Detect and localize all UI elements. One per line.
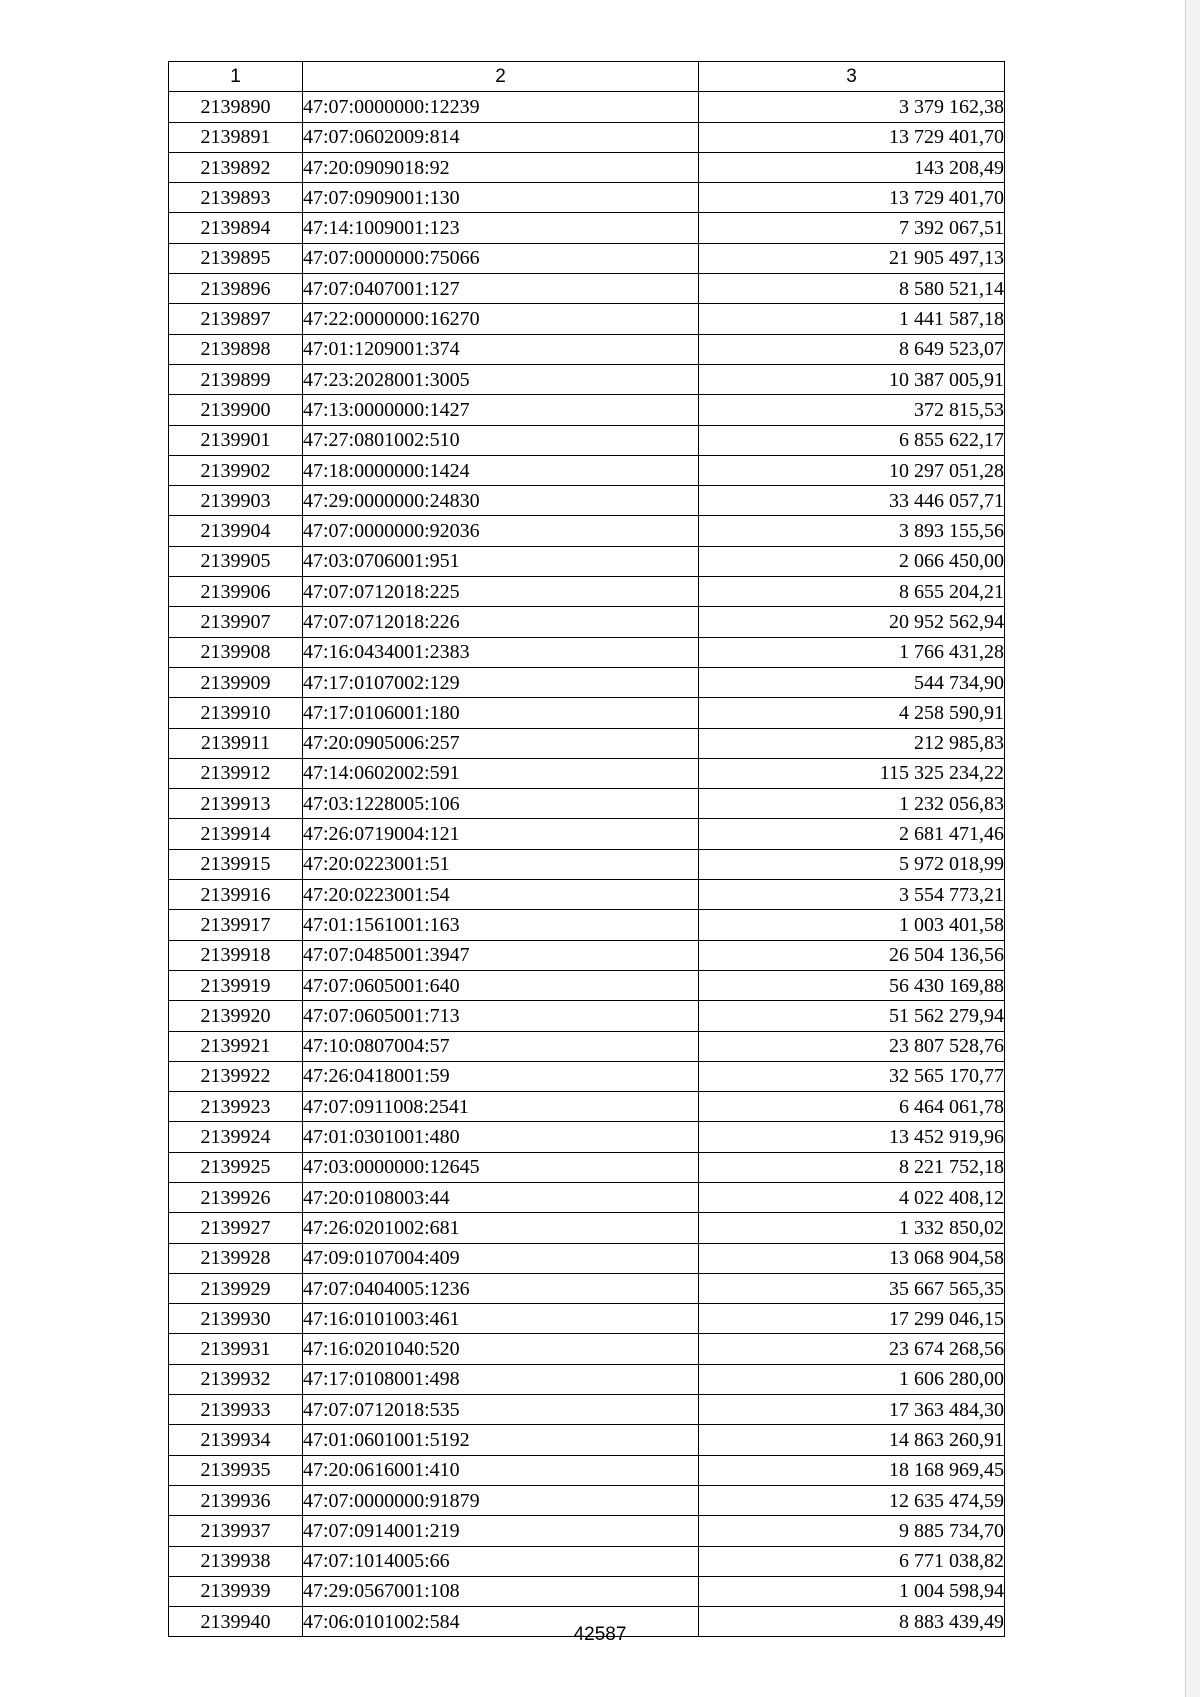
table-row — [169, 364, 1005, 394]
table-row — [169, 880, 1005, 910]
cadastral-number-cell: 47:17:0107002:129 — [303, 667, 699, 697]
cadastral-value-cell: 21 905 497,13 — [699, 243, 1005, 273]
row-number-cell: 2139905 — [169, 546, 303, 576]
cadastral-number-cell: 47:07:0404005:1236 — [303, 1273, 699, 1303]
row-number-cell: 2139908 — [169, 637, 303, 667]
cadastral-value-cell: 23 807 528,76 — [699, 1031, 1005, 1061]
cadastral-value-cell: 56 430 169,88 — [699, 970, 1005, 1000]
row-number-cell: 2139935 — [169, 1455, 303, 1485]
column-header-3: 3 — [699, 62, 1005, 92]
row-number-cell: 2139922 — [169, 1061, 303, 1091]
cadastral-value-cell: 6 771 038,82 — [699, 1546, 1005, 1576]
row-number-cell: 2139934 — [169, 1425, 303, 1455]
row-number-cell: 2139916 — [169, 880, 303, 910]
cadastral-value-cell: 9 885 734,70 — [699, 1516, 1005, 1546]
row-number-cell: 2139921 — [169, 1031, 303, 1061]
cadastral-value-cell: 20 952 562,94 — [699, 607, 1005, 637]
cadastral-number-cell: 47:07:0000000:12239 — [303, 92, 699, 122]
cadastral-number-cell: 47:07:0602009:814 — [303, 122, 699, 152]
cadastral-number-cell: 47:26:0201002:681 — [303, 1213, 699, 1243]
table-row — [169, 1455, 1005, 1485]
row-number-cell: 2139931 — [169, 1334, 303, 1364]
cadastral-number-cell: 47:23:2028001:3005 — [303, 364, 699, 394]
table-row — [169, 1395, 1005, 1425]
cadastral-value-cell: 32 565 170,77 — [699, 1061, 1005, 1091]
row-number-cell: 2139925 — [169, 1152, 303, 1182]
cadastral-value-cell: 5 972 018,99 — [699, 849, 1005, 879]
table-row — [169, 152, 1005, 182]
row-number-cell: 2139904 — [169, 516, 303, 546]
cadastral-number-cell: 47:20:0616001:410 — [303, 1455, 699, 1485]
cadastral-value-cell: 1 766 431,28 — [699, 637, 1005, 667]
table-row — [169, 1243, 1005, 1273]
cadastral-number-cell: 47:22:0000000:16270 — [303, 304, 699, 334]
cadastral-value-cell: 1 232 056,83 — [699, 789, 1005, 819]
table-row — [169, 213, 1005, 243]
row-number-cell: 2139909 — [169, 667, 303, 697]
cadastral-number-cell: 47:07:0000000:75066 — [303, 243, 699, 273]
table-row — [169, 819, 1005, 849]
table-row — [169, 243, 1005, 273]
table-row — [169, 1364, 1005, 1394]
table-row — [169, 637, 1005, 667]
cadastral-value-cell: 8 883 439,49 — [699, 1607, 1005, 1637]
row-number-cell: 2139896 — [169, 274, 303, 304]
cadastral-value-cell: 18 168 969,45 — [699, 1455, 1005, 1485]
cadastral-number-cell: 47:16:0434001:2383 — [303, 637, 699, 667]
row-number-cell: 2139897 — [169, 304, 303, 334]
table-row — [169, 395, 1005, 425]
row-number-cell: 2139901 — [169, 425, 303, 455]
cadastral-number-cell: 47:07:0911008:2541 — [303, 1092, 699, 1122]
row-number-cell: 2139906 — [169, 577, 303, 607]
table-row — [169, 1152, 1005, 1182]
cadastral-number-cell: 47:07:0605001:640 — [303, 970, 699, 1000]
cadastral-value-cell: 14 863 260,91 — [699, 1425, 1005, 1455]
table-row — [169, 607, 1005, 637]
cadastral-number-cell: 47:01:1209001:374 — [303, 334, 699, 364]
cadastral-number-cell: 47:07:0000000:91879 — [303, 1485, 699, 1515]
table-row — [169, 183, 1005, 213]
row-number-cell: 2139929 — [169, 1273, 303, 1303]
cadastral-value-cell: 10 297 051,28 — [699, 455, 1005, 485]
table-row — [169, 304, 1005, 334]
cadastral-number-cell: 47:20:0108003:44 — [303, 1182, 699, 1212]
row-number-cell: 2139937 — [169, 1516, 303, 1546]
cadastral-number-cell: 47:07:0712018:225 — [303, 577, 699, 607]
table-row — [169, 1273, 1005, 1303]
table-row — [169, 1092, 1005, 1122]
cadastral-value-cell: 1 606 280,00 — [699, 1364, 1005, 1394]
cadastral-number-cell: 47:01:1561001:163 — [303, 910, 699, 940]
cadastral-number-cell: 47:07:0712018:535 — [303, 1395, 699, 1425]
cadastral-value-cell: 544 734,90 — [699, 667, 1005, 697]
table-row — [169, 1304, 1005, 1334]
table-row — [169, 1485, 1005, 1515]
cadastral-value-cell: 17 363 484,30 — [699, 1395, 1005, 1425]
table-row — [169, 698, 1005, 728]
table-body — [169, 92, 1005, 1637]
cadastral-number-cell: 47:17:0108001:498 — [303, 1364, 699, 1394]
cadastral-value-cell: 3 893 155,56 — [699, 516, 1005, 546]
cadastral-value-cell: 3 554 773,21 — [699, 880, 1005, 910]
cadastral-number-cell: 47:26:0719004:121 — [303, 819, 699, 849]
cadastral-value-cell: 4 022 408,12 — [699, 1182, 1005, 1212]
cadastral-value-cell: 143 208,49 — [699, 152, 1005, 182]
table-row — [169, 122, 1005, 152]
row-number-cell: 2139891 — [169, 122, 303, 152]
row-number-cell: 2139938 — [169, 1546, 303, 1576]
row-number-cell: 2139893 — [169, 183, 303, 213]
cadastral-value-cell: 17 299 046,15 — [699, 1304, 1005, 1334]
cadastral-number-cell: 47:27:0801002:510 — [303, 425, 699, 455]
row-number-cell: 2139926 — [169, 1182, 303, 1212]
cadastral-value-cell: 6 855 622,17 — [699, 425, 1005, 455]
table-row — [169, 789, 1005, 819]
cadastral-number-cell: 47:06:0101002:584 — [303, 1607, 699, 1637]
cadastral-number-cell: 47:01:0601001:5192 — [303, 1425, 699, 1455]
cadastral-number-cell: 47:10:0807004:57 — [303, 1031, 699, 1061]
row-number-cell: 2139918 — [169, 940, 303, 970]
table-row — [169, 1516, 1005, 1546]
cadastral-value-cell: 2 681 471,46 — [699, 819, 1005, 849]
table-row — [169, 728, 1005, 758]
cadastral-value-cell: 13 729 401,70 — [699, 122, 1005, 152]
cadastral-value-cell: 8 580 521,14 — [699, 274, 1005, 304]
cadastral-value-table — [168, 61, 1005, 1637]
table-header — [169, 62, 1005, 92]
cadastral-number-cell: 47:07:1014005:66 — [303, 1546, 699, 1576]
column-header-1: 1 — [169, 62, 303, 92]
page-number: 42587 — [573, 1624, 627, 1645]
row-number-cell: 2139917 — [169, 910, 303, 940]
table-row — [169, 486, 1005, 516]
cadastral-number-cell: 47:07:0000000:92036 — [303, 516, 699, 546]
header-row — [169, 62, 1005, 92]
cadastral-number-cell: 47:20:0223001:51 — [303, 849, 699, 879]
table-row — [169, 1576, 1005, 1606]
table-row — [169, 1182, 1005, 1212]
row-number-cell: 2139933 — [169, 1395, 303, 1425]
table-row — [169, 1546, 1005, 1576]
cadastral-number-cell: 47:09:0107004:409 — [303, 1243, 699, 1273]
table-row — [169, 1001, 1005, 1031]
cadastral-number-cell: 47:26:0418001:59 — [303, 1061, 699, 1091]
cadastral-number-cell: 47:07:0485001:3947 — [303, 940, 699, 970]
row-number-cell: 2139932 — [169, 1364, 303, 1394]
cadastral-number-cell: 47:03:0706001:951 — [303, 546, 699, 576]
cadastral-number-cell: 47:29:0567001:108 — [303, 1576, 699, 1606]
row-number-cell: 2139898 — [169, 334, 303, 364]
cadastral-value-cell: 8 221 752,18 — [699, 1152, 1005, 1182]
row-number-cell: 2139910 — [169, 698, 303, 728]
cadastral-number-cell: 47:07:0914001:219 — [303, 1516, 699, 1546]
table-row — [169, 1213, 1005, 1243]
cadastral-number-cell: 47:03:1228005:106 — [303, 789, 699, 819]
row-number-cell: 2139930 — [169, 1304, 303, 1334]
table-row — [169, 970, 1005, 1000]
cadastral-value-cell: 7 392 067,51 — [699, 213, 1005, 243]
row-number-cell: 2139928 — [169, 1243, 303, 1273]
cadastral-number-cell: 47:16:0201040:520 — [303, 1334, 699, 1364]
row-number-cell: 2139900 — [169, 395, 303, 425]
cadastral-number-cell: 47:20:0909018:92 — [303, 152, 699, 182]
table-row — [169, 1334, 1005, 1364]
cadastral-number-cell: 47:20:0905006:257 — [303, 728, 699, 758]
cadastral-value-cell: 8 649 523,07 — [699, 334, 1005, 364]
row-number-cell: 2139902 — [169, 455, 303, 485]
cadastral-number-cell: 47:07:0605001:713 — [303, 1001, 699, 1031]
cadastral-value-cell: 115 325 234,22 — [699, 758, 1005, 788]
table-row — [169, 274, 1005, 304]
cadastral-number-cell: 47:29:0000000:24830 — [303, 486, 699, 516]
cadastral-value-cell: 51 562 279,94 — [699, 1001, 1005, 1031]
row-number-cell: 2139924 — [169, 1122, 303, 1152]
row-number-cell: 2139915 — [169, 849, 303, 879]
row-number-cell: 2139914 — [169, 819, 303, 849]
table-row — [169, 667, 1005, 697]
cadastral-number-cell: 47:17:0106001:180 — [303, 698, 699, 728]
table-row — [169, 1061, 1005, 1091]
table-row — [169, 516, 1005, 546]
cadastral-number-cell: 47:03:0000000:12645 — [303, 1152, 699, 1182]
row-number-cell: 2139936 — [169, 1485, 303, 1515]
table-row — [169, 92, 1005, 122]
table-row — [169, 758, 1005, 788]
cadastral-value-cell: 1 332 850,02 — [699, 1213, 1005, 1243]
cadastral-value-cell: 6 464 061,78 — [699, 1092, 1005, 1122]
cadastral-value-cell: 10 387 005,91 — [699, 364, 1005, 394]
row-number-cell: 2139913 — [169, 789, 303, 819]
row-number-cell: 2139912 — [169, 758, 303, 788]
cadastral-number-cell: 47:20:0223001:54 — [303, 880, 699, 910]
row-number-cell: 2139939 — [169, 1576, 303, 1606]
table-row — [169, 940, 1005, 970]
table-row — [169, 546, 1005, 576]
cadastral-value-cell: 13 452 919,96 — [699, 1122, 1005, 1152]
table-row — [169, 1122, 1005, 1152]
cadastral-number-cell: 47:01:0301001:480 — [303, 1122, 699, 1152]
row-number-cell: 2139919 — [169, 970, 303, 1000]
cadastral-value-cell: 33 446 057,71 — [699, 486, 1005, 516]
table-row — [169, 577, 1005, 607]
row-number-cell: 2139895 — [169, 243, 303, 273]
row-number-cell: 2139892 — [169, 152, 303, 182]
page-edge — [1185, 0, 1200, 1697]
table-row — [169, 455, 1005, 485]
table-row — [169, 1031, 1005, 1061]
row-number-cell: 2139907 — [169, 607, 303, 637]
cadastral-value-cell: 372 815,53 — [699, 395, 1005, 425]
cadastral-number-cell: 47:07:0712018:226 — [303, 607, 699, 637]
column-header-2: 2 — [303, 62, 699, 92]
table-row — [169, 334, 1005, 364]
row-number-cell: 2139927 — [169, 1213, 303, 1243]
cadastral-value-cell: 12 635 474,59 — [699, 1485, 1005, 1515]
cadastral-value-cell: 13 729 401,70 — [699, 183, 1005, 213]
cadastral-value-cell: 13 068 904,58 — [699, 1243, 1005, 1273]
cadastral-number-cell: 47:14:0602002:591 — [303, 758, 699, 788]
row-number-cell: 2139920 — [169, 1001, 303, 1031]
table-row — [169, 1425, 1005, 1455]
table-row — [169, 849, 1005, 879]
cadastral-number-cell: 47:18:0000000:1424 — [303, 455, 699, 485]
cadastral-number-cell: 47:16:0101003:461 — [303, 1304, 699, 1334]
row-number-cell: 2139911 — [169, 728, 303, 758]
cadastral-value-cell: 23 674 268,56 — [699, 1334, 1005, 1364]
cadastral-value-cell: 212 985,83 — [699, 728, 1005, 758]
table-row — [169, 910, 1005, 940]
cadastral-value-cell: 1 441 587,18 — [699, 304, 1005, 334]
table-row — [169, 425, 1005, 455]
cadastral-value-cell: 2 066 450,00 — [699, 546, 1005, 576]
cadastral-value-cell: 1 004 598,94 — [699, 1576, 1005, 1606]
row-number-cell: 2139923 — [169, 1092, 303, 1122]
cadastral-value-cell: 35 667 565,35 — [699, 1273, 1005, 1303]
cadastral-value-cell: 1 003 401,58 — [699, 910, 1005, 940]
row-number-cell: 2139894 — [169, 213, 303, 243]
cadastral-number-cell: 47:13:0000000:1427 — [303, 395, 699, 425]
row-number-cell: 2139940 — [169, 1607, 303, 1637]
cadastral-number-cell: 47:07:0407001:127 — [303, 274, 699, 304]
cadastral-number-cell: 47:07:0909001:130 — [303, 183, 699, 213]
cadastral-value-cell: 4 258 590,91 — [699, 698, 1005, 728]
cadastral-number-cell: 47:14:1009001:123 — [303, 213, 699, 243]
cadastral-value-cell: 3 379 162,38 — [699, 92, 1005, 122]
cadastral-value-cell: 26 504 136,56 — [699, 940, 1005, 970]
row-number-cell: 2139903 — [169, 486, 303, 516]
cadastral-value-cell: 8 655 204,21 — [699, 577, 1005, 607]
row-number-cell: 2139899 — [169, 364, 303, 394]
row-number-cell: 2139890 — [169, 92, 303, 122]
